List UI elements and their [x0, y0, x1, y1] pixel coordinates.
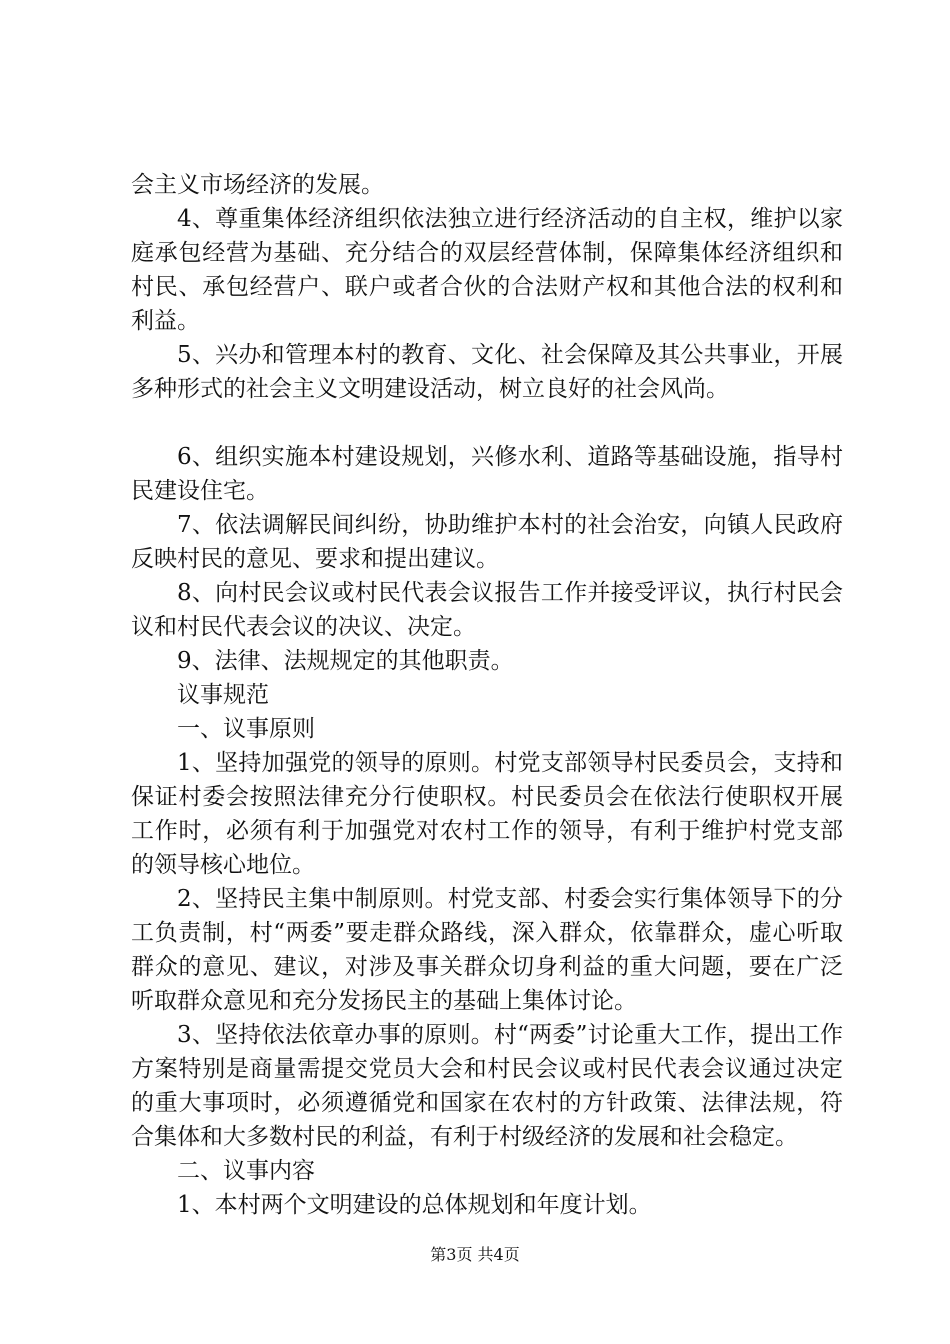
section-heading: 议事规范	[177, 682, 269, 708]
paragraph: 5、兴办和管理本村的教育、文化、社会保障及其公共事业，开展多种形式的社会主义文明建设活动，树立良好的社会风尚。	[131, 342, 843, 402]
paragraph: 1、坚持加强党的领导的原则。村党支部领导村民委员会，支持和保证村委会按照法律充分行使职权。村民委员会在依法行使职权开展工作时，必须有利于加强党对农村工作的领导，有利于维护村党支部的领导核心地位。	[131, 750, 843, 878]
document-body	[131, 168, 843, 1222]
paragraph: 2、坚持民主集中制原则。村党支部、村委会实行集体领导下的分工负责制，村“两委”要走群众路线，深入群众，依靠群众，虚心听取群众的意见、建议，对涉及事关群众切身利益的重大问题，要在广泛听取群众意见和充分发扬民主的基础上集体讨论。	[131, 886, 843, 1014]
paragraph: 4、尊重集体经济组织依法独立进行经济活动的自主权，维护以家庭承包经营为基础、充分结合的双层经营体制，保障集体经济组织和村民、承包经营户、联户或者合伙的合法财产权和其他合法的权利和利益。	[131, 206, 843, 334]
paragraph: 1、本村两个文明建设的总体规划和年度计划。	[177, 1192, 652, 1218]
paragraph: 6、组织实施本村建设规划，兴修水利、道路等基础设施，指导村民建设住宅。	[131, 444, 843, 504]
paragraph: 会主义市场经济的发展。	[131, 172, 384, 198]
subsection-heading: 一、议事原则	[177, 716, 315, 742]
page-footer: 第3页 共4页	[430, 1245, 520, 1264]
paragraph: 3、坚持依法依章办事的原则。村“两委”讨论重大工作，提出工作方案特别是商量需提交党员大会和村民会议或村民代表会议通过决定的重大事项时，必须遵循党和国家在农村的方针政策、法律法规，符合集体和大多数村民的利益，有利于村级经济的发展和社会稳定。	[131, 1022, 843, 1150]
paragraph: 7、依法调解民间纠纷，协助维护本村的社会治安，向镇人民政府反映村民的意见、要求和提出建议。	[131, 512, 843, 572]
paragraph: 9、法律、法规规定的其他职责。	[177, 648, 514, 674]
paragraph: 8、向村民会议或村民代表会议报告工作并接受评议，执行村民会议和村民代表会议的决议、决定。	[131, 580, 843, 640]
subsection-heading: 二、议事内容	[177, 1158, 315, 1184]
